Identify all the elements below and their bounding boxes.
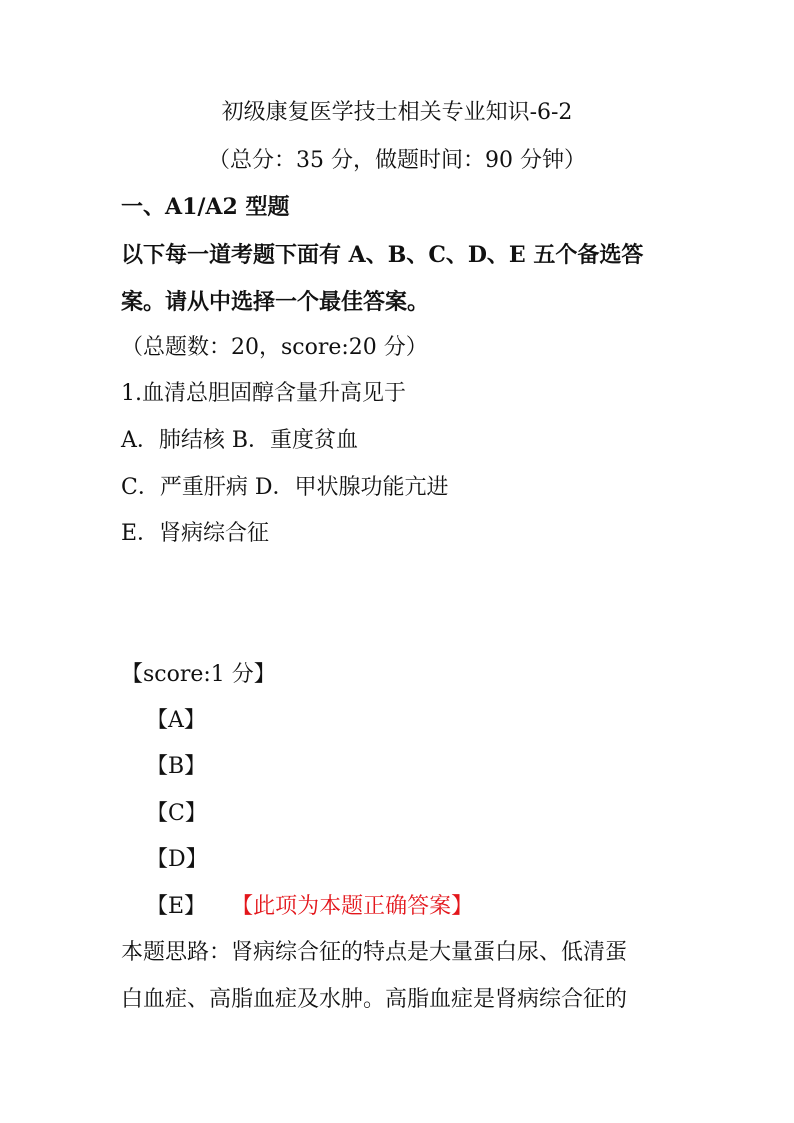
section-meta: （总题数：20，score:20 分） [121, 335, 428, 360]
question-options-3: E．肾病综合征 [121, 521, 270, 546]
choice-d[interactable]: 【D】 [146, 847, 208, 872]
section-instruction-2: 案。请从中选择一个最佳答案。 [121, 289, 430, 315]
explanation-2: 白血症、高脂血症及水肿。高脂血症是肾病综合征的 [121, 987, 628, 1012]
question-score: 【score:1 分】 [121, 662, 276, 687]
correct-answer-marker: 【此项为本题正确答案】 [242, 894, 474, 919]
question-options-1: A．肺结核 B．重度贫血 [121, 428, 359, 453]
section-heading: 一、A1/A2 型题 [121, 194, 290, 220]
page-title: 初级康复医学技士相关专业知识-6-2 [221, 100, 573, 125]
choice-c[interactable]: 【C】 [146, 801, 207, 826]
choice-e[interactable]: 【E】 [146, 894, 207, 919]
choice-e-row [146, 892, 473, 922]
explanation-1: 本题思路：肾病综合征的特点是大量蛋白尿、低清蛋 [121, 940, 628, 965]
choice-b[interactable]: 【B】 [146, 754, 207, 779]
question-stem: 1.血清总胆固醇含量升高见于 [121, 381, 406, 406]
page-subtitle: （总分：35 分，做题时间：90 分钟） [208, 148, 586, 173]
question-options-2: C．严重肝病 D．甲状腺功能亢进 [121, 475, 449, 500]
section-instruction-1: 以下每一道考题下面有 A、B、C、D、E 五个备选答 [121, 242, 644, 268]
choice-a[interactable]: 【A】 [146, 708, 206, 733]
